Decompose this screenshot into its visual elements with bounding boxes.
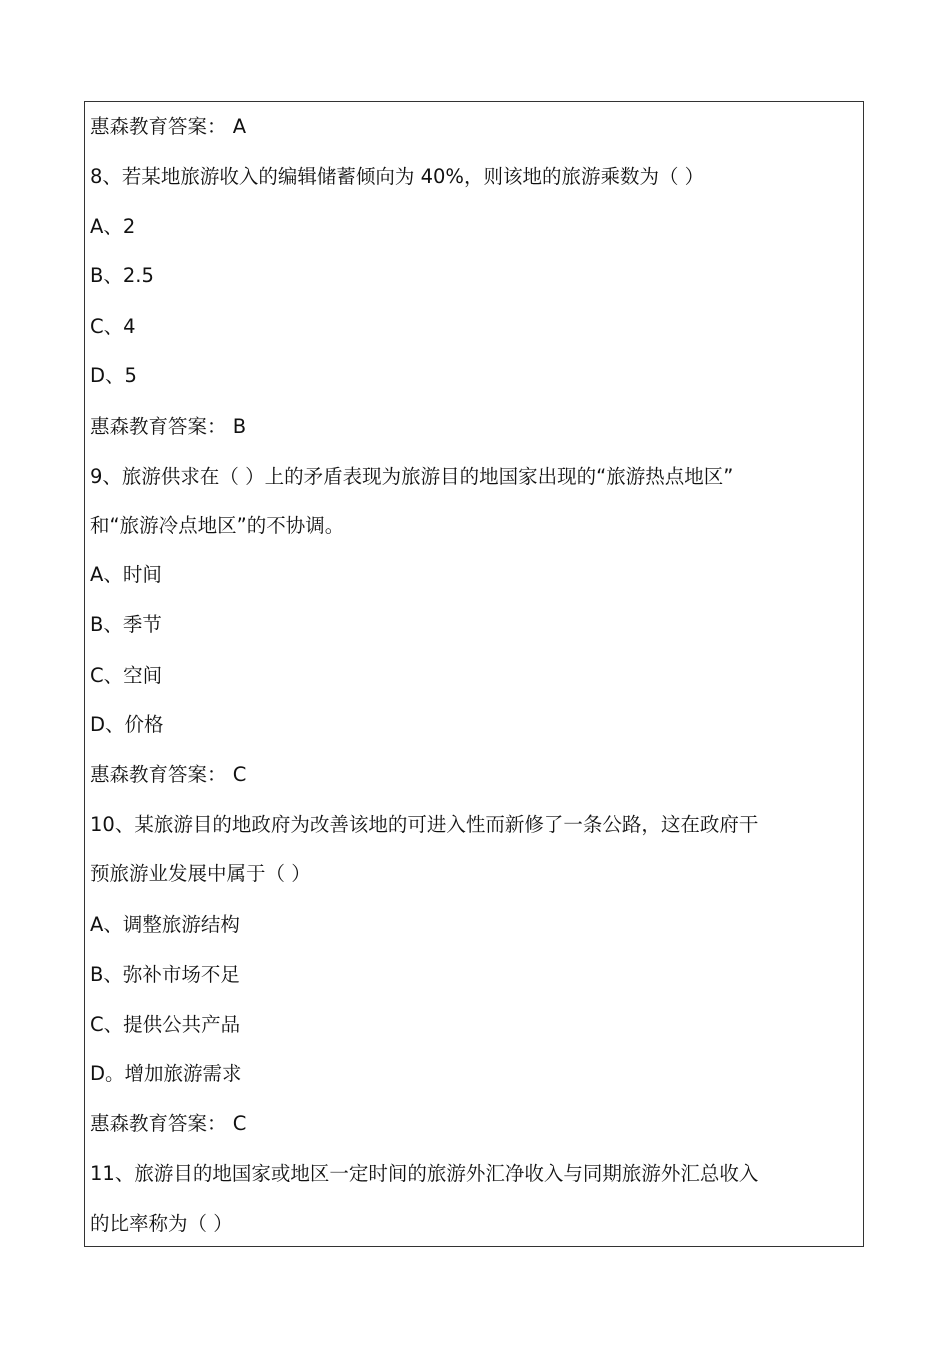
option-b: B、季节 <box>90 613 162 636</box>
option-b: B、弥补市场不足 <box>90 963 240 986</box>
question-11-continued: 的比率称为（ ） <box>90 1212 233 1235</box>
question-10-continued: 预旅游业发展中属于（ ） <box>90 862 311 885</box>
option-c: C、空间 <box>90 664 163 687</box>
question-10: 10、某旅游目的地政府为改善该地的可进入性而新修了一条公路，这在政府干 <box>90 813 759 836</box>
option-d: D、5 <box>90 364 137 387</box>
question-9-continued: 和“旅游冷点地区”的不协调。 <box>90 514 345 537</box>
question-9: 9、旅游供求在（ ）上的矛盾表现为旅游目的地国家出现的“旅游热点地区” <box>90 465 734 488</box>
question-8: 8、若某地旅游收入的编辑储蓄倾向为 40%，则该地的旅游乘数为（ ） <box>90 165 705 188</box>
option-a: A、2 <box>90 215 136 238</box>
answer-line: 惠森教育答案： A <box>90 115 247 138</box>
option-b: B、2.5 <box>90 264 154 287</box>
option-a: A、调整旅游结构 <box>90 913 240 936</box>
option-c: C、4 <box>90 315 136 338</box>
option-d: D。增加旅游需求 <box>90 1062 242 1085</box>
answer-line: 惠森教育答案： C <box>90 1112 247 1135</box>
option-a: A、时间 <box>90 563 162 586</box>
answer-line: 惠森教育答案： B <box>90 415 247 438</box>
answer-line: 惠森教育答案： C <box>90 763 247 786</box>
option-d: D、价格 <box>90 713 164 736</box>
option-c: C、提供公共产品 <box>90 1013 241 1036</box>
question-11: 11、旅游目的地国家或地区一定时间的旅游外汇净收入与同期旅游外汇总收入 <box>90 1162 759 1185</box>
